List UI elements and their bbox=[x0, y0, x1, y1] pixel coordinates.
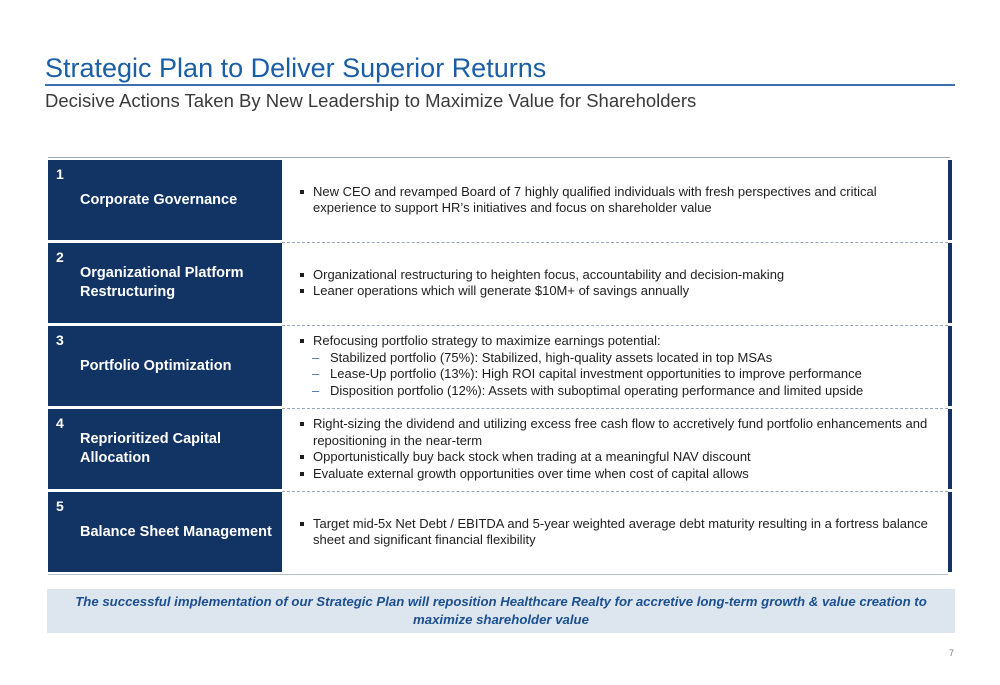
row-title-wrap bbox=[80, 326, 276, 406]
row-title: Portfolio Optimization bbox=[80, 357, 232, 374]
bullet-text: Opportunistically buy back stock when trading at a meaningful NAV discount bbox=[313, 449, 751, 464]
strategy-row-4 bbox=[48, 409, 952, 492]
row-label-cell bbox=[48, 160, 282, 240]
sub-bullet-item bbox=[300, 383, 938, 400]
row-content-cell bbox=[282, 160, 948, 240]
square-bullet-icon bbox=[300, 190, 304, 194]
bullet-list bbox=[282, 267, 948, 300]
row-number: 3 bbox=[56, 332, 64, 348]
title-divider bbox=[45, 84, 955, 86]
strategy-table bbox=[48, 160, 952, 575]
bullet-text: Right-sizing the dividend and utilizing excess free cash flow to accretively fund portfolio enhancements and repositioning in the near-term bbox=[313, 416, 928, 448]
bullet-text: Organizational restructuring to heighten focus, accountability and decision-making bbox=[313, 266, 785, 282]
summary-callout bbox=[47, 589, 955, 633]
callout-text: The successful implementation of our Strategic Plan will reposition Healthcare Realty for accretive long-term growth & value creation to maximize shareholder value bbox=[75, 594, 927, 627]
strategy-row-2 bbox=[48, 243, 952, 326]
table-top-rule bbox=[48, 157, 950, 158]
row-accent-bar bbox=[948, 243, 952, 323]
row-number: 1 bbox=[56, 166, 64, 182]
bullet-list bbox=[282, 333, 948, 399]
bullet-text: Evaluate external growth opportunities over time when cost of capital allows bbox=[313, 465, 749, 481]
square-bullet-icon bbox=[300, 472, 304, 476]
row-title-wrap bbox=[80, 243, 276, 323]
dash-bullet-icon: – bbox=[312, 349, 320, 365]
sub-bullet-text: Stabilized portfolio (75%): Stabilized, high-quality assets located in top MSAs bbox=[330, 349, 773, 365]
bullet-item bbox=[300, 416, 938, 449]
strategy-row-1 bbox=[48, 160, 952, 243]
bullet-item bbox=[300, 267, 938, 284]
slide-subtitle: Decisive Actions Taken By New Leadership to Maximize Value for Shareholders bbox=[45, 90, 697, 111]
dash-bullet-icon: – bbox=[312, 366, 320, 381]
row-number: 4 bbox=[56, 415, 64, 431]
row-accent-bar bbox=[948, 326, 952, 406]
sub-bullet-item bbox=[300, 350, 938, 367]
bullet-item bbox=[300, 466, 938, 483]
square-bullet-icon bbox=[300, 522, 304, 526]
table-bottom-rule bbox=[48, 574, 948, 575]
row-label-cell bbox=[48, 492, 282, 572]
bullet-text: Refocusing portfolio strategy to maximize earnings potential: bbox=[313, 333, 661, 348]
sub-bullet-item bbox=[300, 366, 938, 383]
strategy-row-5 bbox=[48, 492, 952, 575]
bullet-text: Leaner operations which will generate $10M+ of savings annually bbox=[313, 283, 690, 298]
row-number: 2 bbox=[56, 249, 64, 265]
bullet-item bbox=[300, 333, 938, 350]
row-title: Organizational Platform Restructuring bbox=[80, 265, 244, 300]
row-title: Balance Sheet Management bbox=[80, 523, 272, 540]
page-number: 7 bbox=[948, 648, 954, 658]
row-accent-bar bbox=[948, 409, 952, 489]
square-bullet-icon bbox=[300, 455, 304, 459]
row-title: Corporate Governance bbox=[80, 191, 238, 208]
row-content-cell bbox=[282, 492, 948, 572]
row-content-cell bbox=[282, 243, 948, 323]
strategy-row-3 bbox=[48, 326, 952, 409]
bullet-text: Target mid-5x Net Debt / EBITDA and 5-year weighted average debt maturity resulting in a fortress balance sheet and significant financial flexibility bbox=[313, 515, 928, 547]
row-accent-bar bbox=[948, 492, 952, 572]
square-bullet-icon bbox=[300, 339, 304, 343]
bullet-item bbox=[300, 283, 938, 300]
row-label-cell bbox=[48, 409, 282, 489]
row-content-cell bbox=[282, 326, 948, 406]
bullet-list bbox=[282, 416, 948, 482]
bullet-item bbox=[300, 184, 938, 217]
square-bullet-icon bbox=[300, 273, 304, 277]
row-label-cell bbox=[48, 243, 282, 323]
row-content-cell bbox=[282, 409, 948, 489]
dash-bullet-icon: – bbox=[312, 382, 320, 398]
row-accent-bar bbox=[948, 160, 952, 240]
sub-bullet-text: Lease-Up portfolio (13%): High ROI capital investment opportunities to improve performance bbox=[330, 366, 862, 381]
row-title: Reprioritized Capital Allocation bbox=[80, 431, 221, 466]
bullet-list bbox=[282, 516, 948, 549]
square-bullet-icon bbox=[300, 289, 304, 293]
slide-title: Strategic Plan to Deliver Superior Returns bbox=[45, 53, 547, 83]
row-title-wrap bbox=[80, 409, 276, 489]
bullet-item bbox=[300, 516, 938, 549]
row-title-wrap bbox=[80, 492, 276, 572]
sub-bullet-text: Disposition portfolio (12%): Assets with suboptimal operating performance and limited upside bbox=[330, 382, 864, 398]
row-number: 5 bbox=[56, 498, 64, 514]
bullet-item bbox=[300, 449, 938, 466]
bullet-list bbox=[282, 184, 948, 217]
row-title-wrap bbox=[80, 160, 276, 240]
row-label-cell bbox=[48, 326, 282, 406]
square-bullet-icon bbox=[300, 422, 304, 426]
bullet-text: New CEO and revamped Board of 7 highly qualified individuals with fresh perspectives and critical experience to support HR’s initiatives and focus on shareholder value bbox=[313, 183, 877, 215]
